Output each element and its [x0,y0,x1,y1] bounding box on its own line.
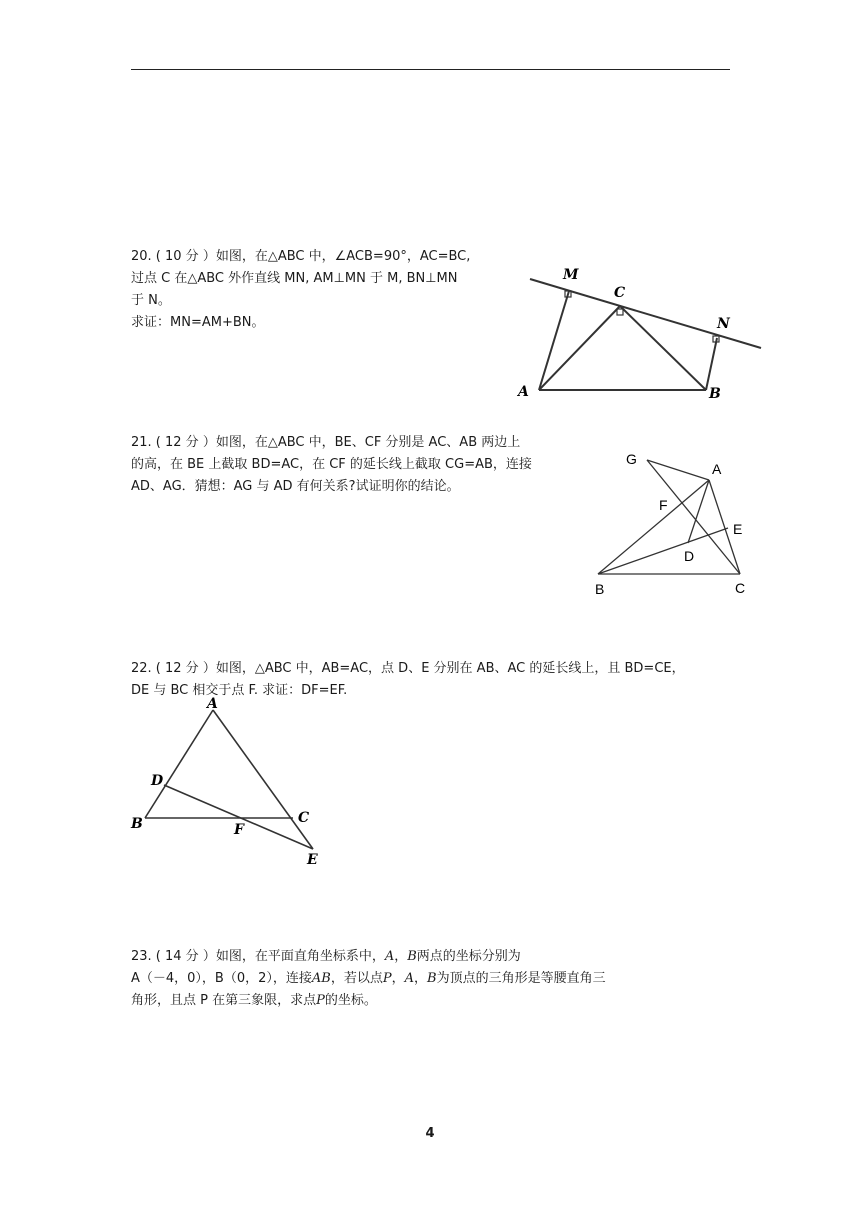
label-b: B [709,386,721,402]
q20-line-1: 20. ( 10 分 ）如图，在△ABC 中，∠ACB=90°，AC=BC, [131,249,471,264]
label-a: A [518,384,529,400]
label-a: A [207,696,218,712]
q20-line-4: 求证：MN=AM+BN。 [131,315,265,330]
q22-line-2: DE 与 BC 相交于点 F. 求证：DF=EF. [131,683,348,698]
segment-ga [647,460,709,480]
label-e: E [307,852,318,868]
label-n: N [717,316,730,332]
q23-text: 两点的坐标分别为 [416,949,521,964]
q23-separator: ， [394,949,408,964]
q23-symbol-b: B [407,949,417,964]
q20-diagram [510,262,770,412]
page-number: 4 [425,1126,435,1141]
label-f: F [234,822,244,838]
label-g: G [626,451,637,467]
q23-line-1 [131,946,606,968]
q23-text: 为顶点的三角形是等腰直角三 [436,971,606,986]
question-23 [131,946,606,1012]
q23-separator: ， [391,971,405,986]
label-d: D [684,548,695,564]
q23-line-3 [131,990,606,1012]
label-c: C [614,285,626,301]
q23-symbol-p: P [382,971,392,986]
q23-symbol-ab: AB [311,971,331,986]
q23-text: 23. ( 14 分 ）如图，在平面直角坐标系中， [131,949,385,964]
label-c: C [298,810,310,826]
q21-line-3: AD、AG．猜想：AG 与 AD 有何关系?试证明你的结论。 [131,479,460,494]
label-c: C [735,580,746,596]
q21-line-2: 的高，在 BE 上截取 BD=AC，在 CF 的延长线上截取 CG=AB，连接 [131,457,532,472]
q20-line-2: 过点 C 在△ABC 外作直线 MN, AM⊥MN 于 M, BN⊥MN [131,271,458,286]
segment-bn [706,338,717,390]
q21-diagram [590,448,760,598]
q23-symbol-p: P [316,993,325,1008]
q23-line-2 [131,968,606,990]
label-a: A [712,461,722,477]
label-d: D [151,773,164,789]
q23-text: 的坐标。 [324,993,377,1008]
line-mn [530,279,761,348]
q22-line-1: 22. ( 12 分 ）如图，△ABC 中，AB=AC，点 D、E 分别在 AB、AC 的延长线上，且 BD=CE， [131,661,685,676]
label-m: M [563,267,579,283]
q20-figure [510,262,770,412]
q22-figure [125,696,335,871]
q21-figure [590,448,760,598]
question-20 [131,246,470,334]
header-rule [131,69,730,70]
q20-line-3: 于 N。 [131,293,171,308]
q23-symbol-a: A [404,971,415,986]
q23-text: ，若以点 [330,971,383,986]
q23-symbol-b: B [427,971,437,986]
q21-line-1: 21. ( 12 分 ）如图，在△ABC 中，BE、CF 分别是 AC、AB 两边上 [131,435,521,450]
q23-text: 角形，且点 P 在第三象限，求点 [131,993,317,1008]
q22-diagram [125,696,335,871]
q23-separator: ， [414,971,428,986]
label-e: E [733,521,743,537]
q23-text: A（－4，0），B（0，2），连接 [131,971,312,986]
label-b: B [595,581,605,597]
question-21 [131,432,532,498]
q23-symbol-a: A [384,949,395,964]
label-f: F [659,497,668,513]
label-b: B [131,816,143,832]
right-angle-mark-c [617,309,623,315]
